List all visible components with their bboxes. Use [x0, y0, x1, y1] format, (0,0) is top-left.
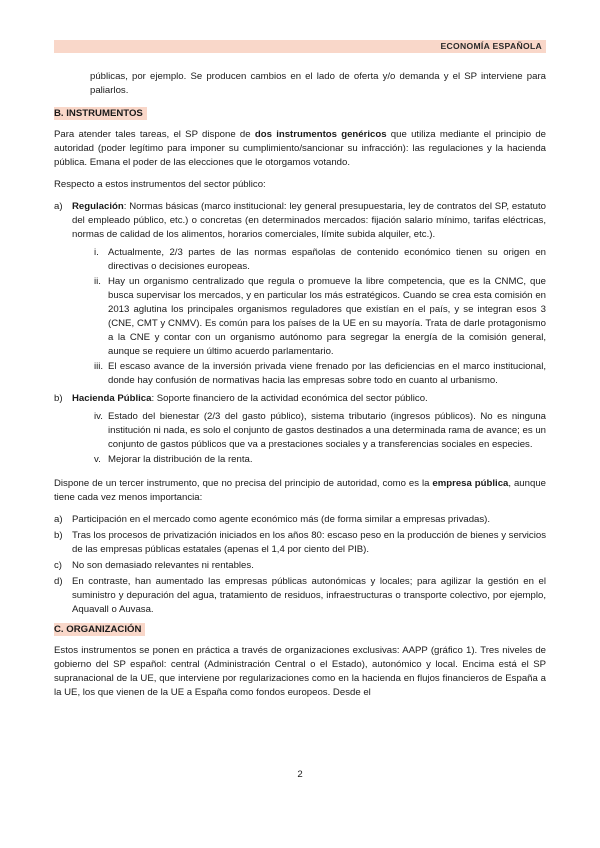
list-item: [54, 529, 546, 557]
list-item: [54, 513, 546, 527]
list-item-hacienda: [54, 392, 546, 467]
text-run: Dispone de un tercer instrumento, que no precisa del principio de autoridad, como es la: [54, 478, 433, 489]
list-item: [72, 246, 546, 274]
header-band: [54, 40, 546, 53]
list-item-text: Estado del bienestar (2/3 del gasto público), sistema tributario (ingresos públicos). No es ninguna institución ni nada, es solo el conjunto de gastos destinados a una determinada rama de avance; es un conjunto de gastos públicos que va a prestaciones sociales y a transferencias sociales en especies.: [108, 411, 546, 450]
bold-term: empresa pública: [432, 478, 509, 489]
text-run: que utiliza mediante el principio de autoridad (poder legítimo para imponer su cumplimiento/sancionar su infracción): las regulaciones y la hacienda pública. Emana el poder de las elecciones que le otorgamos votando.: [54, 129, 546, 168]
section-b-paragraph-2: Respecto a estos instrumentos del sector público:: [54, 179, 266, 190]
bold-term: Hacienda Pública: [72, 393, 152, 404]
text-run: : Soporte financiero de la actividad económica del sector público.: [151, 393, 428, 404]
list-marker: v.: [94, 454, 101, 465]
list-marker: iv.: [94, 411, 103, 422]
list-marker: i.: [94, 247, 99, 258]
bold-term: Regulación: [72, 201, 124, 212]
text-run: , aunque tiene cada vez menos importancia:: [54, 478, 546, 503]
header-title: ECONOMÍA ESPAÑOLA: [440, 41, 542, 51]
list-item: [72, 453, 546, 467]
intro-continuation: públicas, por ejemplo. Se producen cambios en el lado de oferta y/o demanda y el SP interviene para paliarlos.: [90, 71, 546, 96]
section-b-paragraph-3: [54, 477, 546, 505]
list-marker: a): [54, 514, 63, 525]
list-item-text: Mejorar la distribución de la renta.: [108, 454, 253, 465]
list-marker: d): [54, 576, 63, 587]
list-marker: ii.: [94, 276, 101, 287]
section-b-paragraph-1: [54, 128, 546, 170]
empresa-publica-list: [54, 513, 546, 617]
regulacion-sublist: [72, 246, 546, 388]
section-b-heading: B. INSTRUMENTOS: [54, 107, 147, 120]
instruments-list: [54, 200, 546, 467]
list-marker: iii.: [94, 361, 104, 372]
hacienda-sublist: [72, 410, 546, 467]
list-marker: c): [54, 560, 62, 571]
list-item-text: Actualmente, 2/3 partes de las normas españolas de contenido económico tienen su origen en directivas o decisiones europeas.: [108, 247, 546, 272]
list-item-text: En contraste, han aumentado las empresas públicas autonómicas y locales; para agilizar la gestión en el suministro y depuración del agua, tratamiento de residuos, infraestructuras o transporte colectivo, por ejemplo, Aquavall o Auvasa.: [72, 576, 546, 615]
page-number: 2: [297, 769, 303, 780]
bold-term: dos instrumentos genéricos: [254, 129, 387, 140]
section-c-paragraph-1: Estos instrumentos se ponen en práctica a través de organizaciones exclusivas: AAPP (gráfico 1). Tres niveles de gobierno del SP español: central (Administración Central o el Estado), autonómico y local. Encima está el SP supranacional de la UE, que interviene por regularizaciones como en la hacienda en flujos financieros de España a la UE, los que vienen de la UE a España como fondos europeos. Desde el: [54, 645, 546, 698]
list-item-regulacion: [54, 200, 546, 388]
list-item-text: Tras los procesos de privatización iniciados en los años 80: escaso peso en la producción de bienes y servicios de las empresas públicas estatales (apenas el 1,4 por ciento del PIB).: [72, 530, 546, 555]
list-item: [54, 575, 546, 617]
text-run: Para atender tales tareas, el SP dispone de: [54, 129, 255, 140]
list-item-text: El escaso avance de la inversión privada viene frenado por las deficiencias en el marco institucional, donde hay confusión de normativas hacia las empresas sobre todo en cuanto al urbanismo.: [108, 361, 546, 386]
list-marker: b): [54, 530, 63, 541]
list-item: [72, 275, 546, 359]
section-c-heading: C. ORGANIZACIÓN: [54, 623, 145, 636]
list-item-text: Hay un organismo centralizado que regula o promueve la libre competencia, que es la CNMC, que busca supervisar los mercados, y en particular los más estratégicos. Cuando se crea esta comisión en 2013 aglutina los principales organismos reguladores que existían en el país, y se integran esos 3 (CNE, CMT y CNMV). Es común para los países de la UE en su mayoría. Trata de darle protagonismo a la CNE y contar con un organismo autónomo para segregar la energía de la comisión general, aunque se requiere un último acuerdo parlamentario.: [108, 276, 546, 357]
list-item-text: No son demasiado relevantes ni rentables.: [72, 560, 254, 571]
text-run: : Normas básicas (marco institucional: ley general presupuestaria, ley de contratos del SP, estatuto del empleado público, etc.) o concretas (en determinados mercados: fijación salario mínimo, tarifas eléctricas, normas de calidad de los alimentos, horarios comerciales, límite subida alquiler, etc.).: [72, 201, 546, 240]
list-marker: a): [54, 201, 63, 212]
list-marker: b): [54, 393, 63, 404]
list-item-text: Participación en el mercado como agente económico más (de forma similar a empresas privadas).: [72, 514, 491, 525]
list-item: [72, 360, 546, 388]
document-body: [54, 70, 546, 708]
list-item: [54, 559, 546, 573]
list-item: [72, 410, 546, 452]
